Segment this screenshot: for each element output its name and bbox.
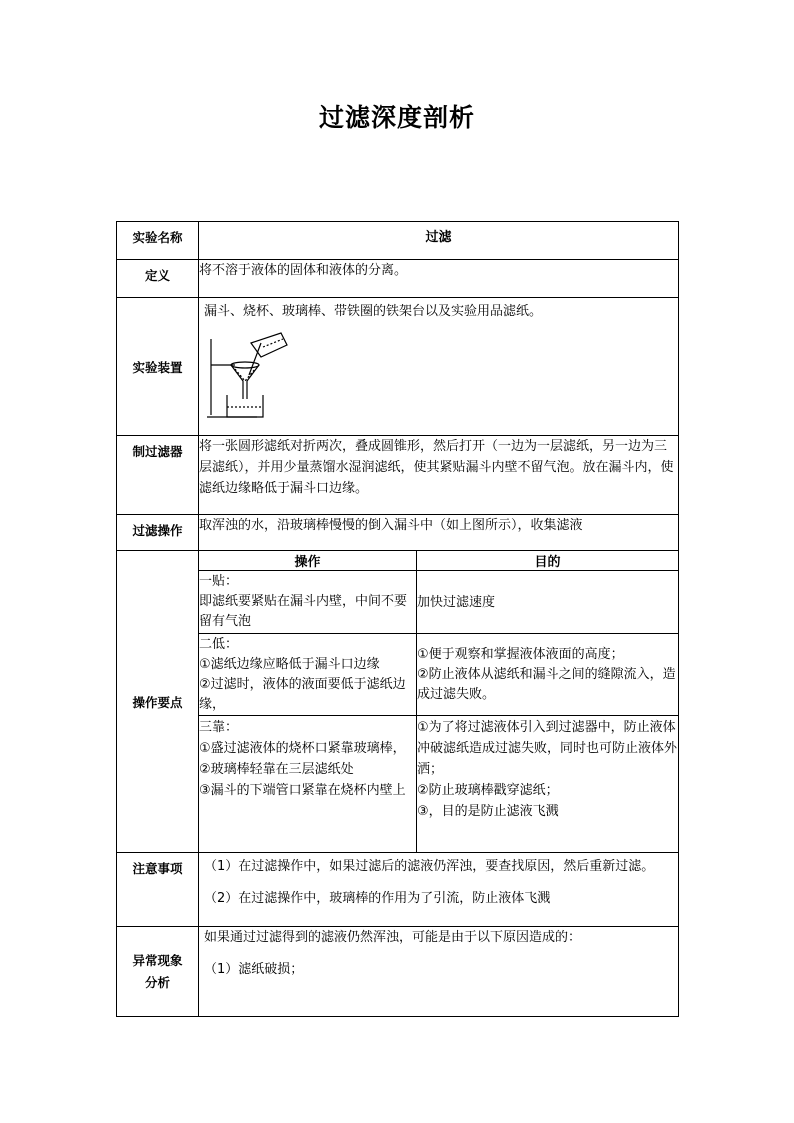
cell-apparatus <box>199 298 679 436</box>
cell-notes <box>199 853 679 927</box>
op-two-low-item-1: ①滤纸边缘应略低于漏斗口边缘 <box>199 657 380 672</box>
page-title: 过滤深度剖析 <box>318 103 475 132</box>
purpose-three-lean-item-3: ③，目的是防止滤液飞溅 <box>417 804 559 819</box>
abnormal-item-1: （1）滤纸破损； <box>204 962 304 977</box>
purpose-one-stick <box>417 571 679 634</box>
op-three-lean <box>199 716 417 853</box>
op-three-lean-item-2: ②玻璃棒轻靠在三层滤纸处 <box>199 762 354 777</box>
abnormal-intro: 如果通过过滤得到的滤液仍然浑浊，可能是由于以下原因造成的： <box>204 930 582 945</box>
purpose-two-low-item-1: ①便于观察和掌握液体液面的高度； <box>417 646 624 662</box>
row-three-lean <box>117 716 679 853</box>
row-two-low <box>117 634 679 716</box>
label-key-points: 操作要点 <box>117 551 199 853</box>
value-experiment-name: 过滤 <box>199 222 679 260</box>
row-make-filter <box>117 436 679 515</box>
label-definition: 定义 <box>117 260 199 298</box>
op-two-low-title: 二低： <box>199 637 239 652</box>
op-one-stick-text: 即滤纸要紧贴在漏斗内壁，中间不要留有气泡 <box>199 594 408 629</box>
label-experiment-name: 实验名称 <box>117 222 199 260</box>
op-three-lean-item-1: ①盛过滤液体的烧杯口紧靠玻璃棒， <box>199 741 406 756</box>
row-key-points-header <box>117 551 679 571</box>
row-apparatus <box>117 298 679 436</box>
purpose-two-low-item-2: ②防止液体从滤纸和漏斗之间的缝隙流入，造成过滤失败。 <box>417 666 676 702</box>
value-apparatus: 漏斗、烧杯、玻璃棒、带铁圈的铁架台以及实验用品滤纸。 <box>204 304 543 319</box>
header-operation: 操作 <box>199 551 417 571</box>
op-three-lean-title: 三靠： <box>199 720 239 735</box>
op-one-stick-title: 一贴： <box>199 574 239 589</box>
op-two-low <box>199 634 417 716</box>
op-two-low-item-2: ②过滤时，液体的液面要低于滤纸边缘， <box>199 677 406 712</box>
op-three-lean-item-3: ③漏斗的下端管口紧靠在烧杯内壁上 <box>199 783 406 798</box>
label-abnormal <box>117 927 199 1017</box>
note-item-1: （1）在过滤操作中，如果过滤后的滤液仍浑浊，要查找原因，然后重新过滤。 <box>204 859 655 874</box>
label-make-filter: 制过滤器 <box>117 436 199 515</box>
row-filter-operation <box>117 515 679 551</box>
purpose-three-lean-item-1: ①为了将过滤液体引入到过滤器中，防止液体冲破滤纸造成过滤失败，同时也可防止液体外洒； <box>417 720 678 777</box>
row-abnormal <box>117 927 679 1017</box>
value-definition: 将不溶于液体的固体和液体的分离。 <box>199 260 679 298</box>
label-filter-operation: 过滤操作 <box>117 515 199 551</box>
label-abnormal-line-1: 异常现象 <box>132 952 183 968</box>
cell-abnormal <box>199 927 679 1017</box>
purpose-one-stick-text: 加快过滤速度 <box>417 594 496 610</box>
row-definition <box>117 260 679 298</box>
label-abnormal-line-2: 分析 <box>144 974 170 990</box>
header-purpose: 目的 <box>417 551 679 571</box>
experiment-table <box>116 221 679 1017</box>
value-make-filter: 将一张圆形滤纸对折两次，叠成圆锥形，然后打开（一边为一层滤纸，另一边为三层滤纸），并用少量蒸馏水湿润滤纸，使其紧贴漏斗内壁不留气泡。放在漏斗内，使滤纸边缘略低于漏斗口边缘。 <box>199 436 679 515</box>
row-experiment-name <box>117 222 679 260</box>
row-one-stick <box>117 571 679 634</box>
note-item-2: （2）在过滤操作中，玻璃棒的作用为了引流，防止液体飞溅 <box>204 891 551 906</box>
purpose-two-low <box>417 634 679 716</box>
row-notes <box>117 853 679 927</box>
filtration-apparatus-icon <box>205 329 295 421</box>
value-filter-operation: 取浑浊的水，沿玻璃棒慢慢的倒入漏斗中（如上图所示），收集滤液 <box>199 515 679 551</box>
purpose-three-lean <box>417 716 679 853</box>
purpose-three-lean-item-2: ②防止玻璃棒戳穿滤纸； <box>417 783 559 798</box>
label-apparatus: 实验装置 <box>117 298 199 436</box>
op-one-stick <box>199 571 417 634</box>
label-notes: 注意事项 <box>117 853 199 927</box>
